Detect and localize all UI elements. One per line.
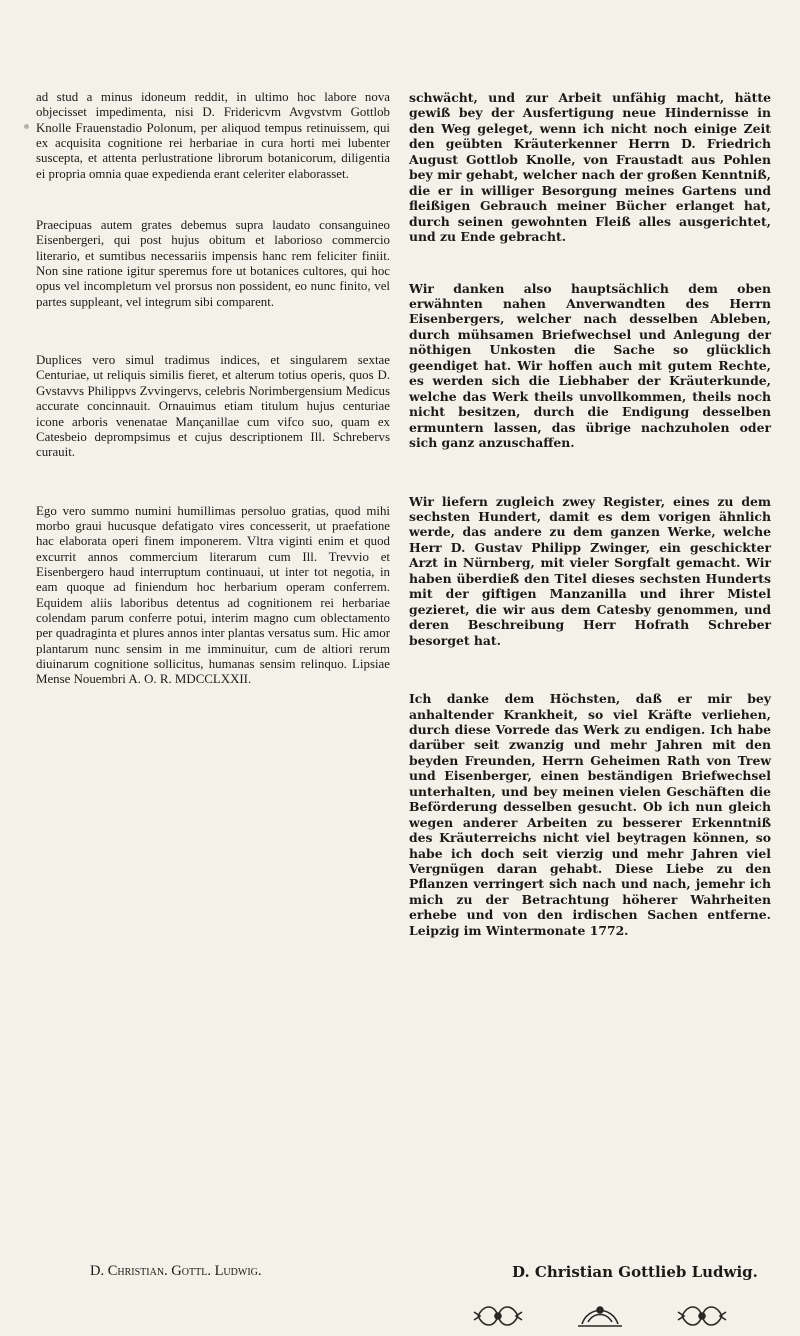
german-paragraph-2: Wir danken also hauptsächlich dem oben erwähnten nahen Anverwandten des Herrn Eisenbergers, welcher nach desselben Ableben, durch mühsamen Briefwechsel und Anlegung der nöthigen Unkosten die Sache so glücklich geendiget hat. Wir hoffen auch mit gutem Rechte, es werden sich die Liebhaber der Kräuterkunde, welche das Werk theils unvollkommen, theils noch nicht besitzen, durch die Endigung desselben ermuntern lassen, das übrige nachzuholen oder sich ganz anzuschaffen. bbox=[409, 280, 771, 451]
german-paragraph-4: Ich danke dem Höchsten, daß er mir bey anhaltender Krankheit, so viel Kräfte verliehen, durch diese Vorrede das Werk zu endigen. Ich habe darüber seit zwanzig und mehr Jahren mit den beyden Freunden, Herrn Geheimen Rath von Trew und Eisenberger, einen beständigen Briefwechsel unterhalten, und bey meinen vielen Geschäften die Beförderung desselben gesucht. Ob ich nun gleich wegen anderer Arbeiten zu besserer Erkenntniß des Kräuterreichs nicht viel beytragen können, so habe ich doch seit vierzig und mehr Jahren viel Vergnügen daran gehabt. Diese Liebe zu den Pflanzen verringert sich nach und nach, jemehr ich mich zu der Betrachtung höherer Wahrheiten erhebe und von den irdischen Sachen entferne. Leipzig im Wintermonate 1772. bbox=[409, 691, 771, 938]
german-paragraph-3: Wir liefern zugleich zwey Register, eines zu dem sechsten Hundert, damit es dem vorigen ähnlich werde, das andere zu dem ganzen Werke, welche Herr D. Gustav Philipp Zwinger, ein geschickter Arzt in Nürnberg, mit vieler Sorgfalt gemacht. Wir haben überdieß den Titel dieses sechsten Hunderts mit der giftigen Manzanilla und ihrer Mistel gezieret, die wir aus dem Catesby genommen, und deren Beschreibung Herr Hofrath Schreber besorget hat. bbox=[409, 493, 771, 648]
latin-paragraph-3: Duplices vero simul tradimus indices, et singularem sextae Centuriae, ut reliquis similis fieret, et alterum totius operis, quos D. Gvstavvs Philippvs Zvvingervs, celebris Norimbergensium Medicus accurate concinnauit. Ornauimus etiam titulum hujus centuriae icone arboris venenatae Mançanillae cum vifco suo, quam ex Catesbeio deprompsimus et cujus descriptionem Ill. Schrebervs curauit. bbox=[36, 353, 390, 460]
german-column bbox=[409, 90, 771, 938]
german-paragraph-1: schwächt, und zur Arbeit unfähig macht, hätte gewiß bey der Ausfertigung neue Hindernisse in den Weg geleget, wenn ich nicht noch einige Zeit den geübten Kräuterkenner Herrn D. Friedrich August Gottlob Knolle, von Fraustadt aus Pohlen bey mir gehabt, welcher nach der großen Kenntniß, die er in williger Besorgung meines Gartens und fleißigen Gebrauch meiner Bücher erlanget hat, durch seinen gewohnten Fleiß alles ausgerichtet, und zu Ende gebracht. bbox=[409, 90, 771, 245]
latin-paragraph-4: Ego vero summo numini humillimas persoluo gratias, quod mihi morbo graui hucusque defatigato vires concesserit, ut praefatione hac elaborata operi finem imponerem. Vltra viginti enim et quod excurrit annos commercium literarum cum Ill. Trevvio et Eisenbergero haud interruptum continuaui, ut inter tot negotia, in eam quoque ad finiendum hoc herbarium operam conferrem. Equidem aliis laboribus detentus ad cognitionem rei herbariae colendam parum conferre potui, interim magno cum oblectamento per quadraginta et plures annos inter plantas versatus sum. Hic amor plantarum nunc sensim in me imminuitur, cum de altiori rerum diuinarum cognitione sollicitus, humanas sensim relinquo. Lipsiae Mense Nouembri A. O. R. MDCCLXXII. bbox=[36, 503, 390, 687]
signature-latin: D. Christian. Gottl. Ludwig. bbox=[90, 1263, 262, 1279]
latin-paragraph-1: ad stud a minus idoneum reddit, in ultimo hoc labore nova objecisset impedimenta, nisi D. Fridericvm Avgvstvm Gottlob Knolle Frauenstadio Polonum, per aliquod tempus retinuissem, qui ex acquisita cognitione rei herbariae in cura horti mei lubenter suscepta, et attenta perlustratione librorum botanicorum, diligentia ei propria omnia quae expedienda erant celeriter elaborasset. bbox=[36, 90, 390, 181]
latin-column bbox=[36, 90, 390, 688]
margin-dot bbox=[24, 124, 29, 129]
ornament-row bbox=[470, 1296, 730, 1336]
fleuron-ornament-icon bbox=[470, 1298, 526, 1334]
fleuron-ornament-icon bbox=[674, 1298, 730, 1334]
latin-paragraph-2: Praecipuas autem grates debemus supra laudato consanguineo Eisenbergeri, qui post hujus obitum et laborioso commercio literario, et sumtibus necessariis impensis hanc rem feliciter finiit. Non sine ratione igitur speremus fore ut botanices cultores, qui hoc opus vel incompletum vel prorsus non possident, eo nunc finito, vel partes suppleant, vel integrum sibi comparent. bbox=[36, 218, 390, 309]
signature-german: D. Christian Gottlieb Ludwig. bbox=[512, 1263, 758, 1281]
fleuron-ornament-icon bbox=[572, 1298, 628, 1334]
